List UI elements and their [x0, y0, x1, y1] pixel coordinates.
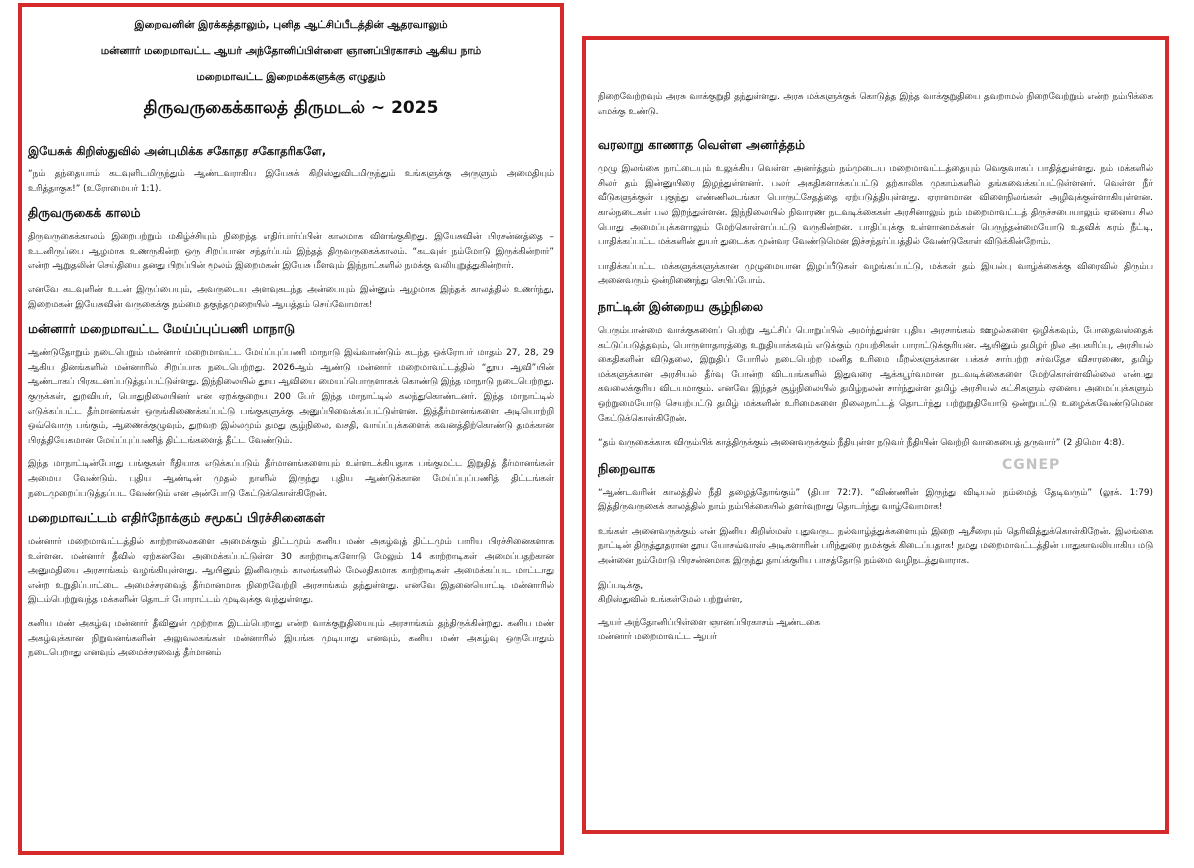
paragraph: இந்த மாநாட்டின்போது பங்குகள் ரீதியாக எடுக்கப்படும் தீர்மானங்களையும் உள்ளடக்கியதாக பங்குமட்ட இறுதித் தீர்மானங்கள் அமைய வேண்டும். புதிய ஆண்டின் முதல் நாளில் இருந்து புதிய ஆண்டுக்கான மேய்ப்புப்பணித் திட்டங்கள் நடைமுறைப்படுத்தப்பட வேண்டும் என அன்போடு கேட்டுக்கொள்கிறேன்.: [28, 459, 554, 499]
paragraph: பாதிக்கப்பட்ட மக்களுக்களுக்கான முழுமையான இழப்பீடுகள் வழங்கப்பட்டு, மக்கள் தம் இயல்பு வாழ்க்கைக்கு விரைவில் திரும்ப அனைவரும் ஒன்றிணைந்து செபிப்போம்.: [598, 261, 1153, 287]
paragraph: முழு இலங்கை நாட்டையும் உலுக்கிய வெள்ள அனர்த்தம் நம்முடைய மறைமாவட்டத்தையும் வெகுவாகப் பாதித்துள்ளது. நம் மக்களில் சிலர் தம் இன்னுயிரை இழந்துள்ளனர். பலர் அகதிகளாக்கப்பட்டு தற்காலிக முகாம்களில் தங்கவைக்கப்பட்டுள்ளனர். வெள்ள நீர் வீடுகளுக்குள் புகுந்து எண்ணிலடங்கா பொருட்சேதத்தை ஏற்படுத்தியுள்ளது. ஏராளமான விளைநிலங்கள் அழிவுக்குள்ளாகியுள்ளன. கால்நடைகள் பல இறந்துள்ளன. இந்நிலையில் நிவாரண நடவடிக்கைகள் அரசினாலும் நம் மறைமாவட்டத் திருச்சபையாலும் ஏனைய சில பொது அமைப்புக்களாலும் மேற்கொள்ளப்பட்டு வருகின்றன. பாதிப்புக்கு உள்ளானமக்கள் பெருந்தன்மையோடு உதவிக் கரம் நீட்டி, பாதிக்கப்பட்ட மக்களின் துயர் துடைக்க முன்வர வேண்டுமென இச்சந்தர்ப்பத்தில் வேண்டுகோள் விடுக்கின்றோம்.: [598, 164, 1153, 248]
closing-line: கிறிஸ்துவில் உங்கள்மேல் பற்றுள்ள,: [598, 595, 743, 606]
header-line-3: மறைமாவட்ட இறைமக்களுக்கு எழுதும்: [196, 71, 386, 83]
salutation: இயேசுக் கிறிஸ்துவில் அன்புமிக்க சகோதர சகோதரிகளே,: [28, 144, 327, 158]
paragraph: மன்னார் மறைமாவட்டத்தில் காற்றாலைகளை அமைக்கும் திட்டமும் கனிய மண் அகழ்வுத் திட்டமும் பாரிய பிரச்சினைகளாக உள்ளன. மன்னார் தீவில் ஏற்கனவே அமைக்கப்பட்டுள்ள 30 காற்றாடிகளோடு மேலும் 14 காற்றாடிகள் அமைப்பதற்கான அனுமதியை அரசாங்கம் வழங்கியுள்ளது. ஆயினும் இனிவரும் காலங்களில் மேலதிகமாக காற்றாடிகள் அமைக்கப்பட மாட்டாது என்ற உறுதிப்பாட்டை அமைச்சரவைத் தீர்மானமாக நிறைவேற்றி அரசாங்கம் தந்துள்ளது. எனவே இதனையொட்டி மன்னாரில் இடம்பெற்றுவந்த மக்களின் தொடர் போராட்டம் முடிவுக்கு வந்துள்ளது.: [28, 537, 554, 606]
paragraph: ஆண்டுதோறும் நடைபெறும் மன்னார் மறைமாவட்ட மேய்ப்புப்பணி மாநாடு இவ்வாண்டும் கடந்த ஒக்ரோபர் மாதம் 27, 28, 29 ஆகிய தினங்களில் மன்னாரில் சிறப்பாக நடைபெற்றது. 2026ஆம் ஆண்டு மன்னார் மறைமாவட்டத்தில் “தூய ஆவி”யின் ஆண்டாகப் பிரகடனப்படுத்தப்பட்டுள்ளது. இந்நிலையில் தூய ஆவியை மையப்பொருளாகக் கொண்டு இந்த மாநாடு நடைபெற்றது. குருக்கள், துறவியர், பொதுநிலையினர் என ஏறக்குறைய 200 பேர் இந்த மாநாட்டில் கலந்துகொண்டனர். இந்த மாநாட்டில் எடுக்கப்பட்ட தீர்மானங்கள் ஒருங்கிணைக்கப்பட்டு பங்குகளுக்கு அனுப்பிவைக்கப்பட்டுள்ளன. இத்தீர்மானங்களை அடியொற்றி ஒவ்வொரு பங்கும், ஆணைக்குழுவும், துறவற இல்லமும் தமது சூழ்நிலை, வசதி, வாய்ப்புக்களைக் கவனத்திற்கொண்டு தமக்கான பிரத்தியேகமான மேய்ப்புப்பணித் திட்டங்களைத் தீட்ட வேண்டும்.: [28, 348, 554, 446]
closing-line: இப்படிக்கு,: [598, 580, 644, 591]
section-heading-social-issues: மறைமாவட்டம் எதிர்நோக்கும் சமூகப் பிரச்சினைகள்: [28, 510, 325, 526]
paragraph: பெரும்பான்மை வாக்குகளைப் பெற்று ஆட்சிப் பொறுப்பில் அமர்ந்துள்ள புதிய அரசாங்கம் ஊழல்களை ஒழிக்கவும், போதைவஸ்தைக் கட்டுப்படுத்தவும், பொருளாதாரத்தை உறுதியாக்கவும் எடுக்கும் முயற்சிகள் பாராட்டுக்குரியன. ஆயினும் தமிழர் நில அபகரிப்பு, அரசியல் கைதிகளின் விடுதலை, இறுதிப் போரில் நடைபெற்ற மனித உரிமை மீறல்களுக்கான பக்கச் சார்பற்ற சர்வதேச விசாரணை, தமிழ் மக்களுக்கான அரசியல் தீர்வு போன்ற விடயங்களில் இதுவரை ஆக்கபூர்வமான நடவடிக்கைகளை மேற்கொள்ளவில்லை என்பது கவலைக்குரிய விடயமாகும். எனவே இந்தச் சூழ்நிலையில் தமிழ்நலன் சார்ந்துள்ள தமிழ் அரசியல் கட்சிகளும் ஏனைய அமைப்புக்களும் ஒற்றுமையோடு செயற்பட்டு தமிழ் மக்களின் உரிமைகளை நிலைநாட்டத் தொடர்ந்து பற்றுறுதியோடு ஒன்றுபட்டு உழைக்கவேண்டுமென கேட்டுக்கொள்கிறேன்.: [598, 325, 1153, 424]
paragraph: “தம் வருகைக்காக விரும்பிக் காத்திருக்கும் அனைவருக்கும் நீதியுள்ள நடுவர் நீதியின் வெற்றி வாகையைத் தருவார்” (2 திமொ 4:8).: [598, 438, 1125, 449]
paragraph: கனிய மண் அகழ்வு மன்னார் தீவினுள் முற்றாக இடம்பெறாது என்ற வாக்குறுதியையும் அரசாங்கம் தந்திருக்கின்றது. கனிய மண் அகழ்வுக்கான நிறுவனங்களின் அலுவலகங்கள் மன்னாரில் இயங்க முடியாது எனவும், கனிய மண் அகழ்வு ஒருபோதும் நடைபெறாது எனவும் அமைச்சரவைத் தீர்மானம்: [28, 619, 554, 659]
signer-title: மன்னார் மறைமாவட்ட ஆயர்: [598, 632, 717, 643]
letter-page-1: [18, 3, 564, 855]
section-heading-flood: வரலாறு காணாத வெள்ள அனர்த்தம்: [598, 137, 806, 153]
header-line-1: இறைவனின் இரக்கத்தாலும், புனித ஆட்சிப்பீடத்தின் ஆதரவாலும்: [134, 19, 448, 31]
letter-page-2: [582, 36, 1169, 834]
section-heading-national-situation: நாட்டின் இன்றைய சூழ்நிலை: [598, 298, 764, 314]
section-heading-advent: திருவருகைக் காலம்: [28, 205, 141, 221]
continuation-paragraph: நிறைவேற்றவும் அரசு வாக்குறுதி தந்துள்ளது. அரசு மக்களுக்குக் கொடுத்த இந்த வாக்குறுதியை தவறாமல் நிறைவேற்றும் என்ற நம்பிக்கை எமக்கு உண்டு.: [598, 92, 1153, 117]
paragraph: “ஆண்டவரின் காலத்தில் நீதி தழைத்தோங்கும்” (திபா 72:7). “விண்ணின் இருந்து விடியல் நம்மைத் தேடிவரும்” (லூக். 1:79) இத்திருவருகைக் காலத்தில் நாம் நம்பிக்கையில் தளர்வுறாது தொடர்ந்து வாழ்வோமாக!: [598, 487, 1153, 513]
section-heading-conclusion: நிறைவாக: [598, 460, 656, 476]
section-heading-pastoral-conference: மன்னார் மறைமாவட்ட மேய்ப்புப்பணி மாநாடு: [28, 321, 296, 337]
signature-block: [598, 579, 1153, 645]
paragraph: எனவே கடவுளின் உடன் இருப்பையும், அவருடைய அளவுகடந்த அன்பையும் இன்னும் ஆழமாக இந்தக் காலத்தில் உணர்ந்து, இறைமகன் இயேசுவின் வருகைக்கு நம்மை தகுந்தமுறையில் ஆயத்தம் செய்வோமாக!: [28, 284, 554, 310]
header-line-2: மன்னார் மறைமாவட்ட ஆயர் அந்தோனிப்பிள்ளை ஞானப்பிரகாசம் ஆகிய நாம்: [100, 45, 482, 57]
paragraph: உங்கள் அனைவருக்கும் என் இனிய கிறிஸ்மஸ் புதுவருட நல்வாழ்த்துக்களையும் இறை ஆசீரையும் தெரிவித்துக்கொள்கிறேன். இலங்கை நாட்டின் திருத்தூதரான தூய யோசவ்வாஸ் அடிகளாரின் பரிந்துரை நமக்குக் கிடைப்பதாக! நமது மறைமாவட்டத்தின் பாதுகாவலியாகிய மடு அன்னை நம்மோடு பிரசன்னமாக இருந்து தாய்க்குரிய பாசத்தோடு நம்மை வழிநடத்துவாராக.: [598, 526, 1153, 567]
watermark: CGNEP: [1002, 457, 1061, 473]
opening-quote: “நம் தந்தையாம் கடவுளிடமிருந்தும் ஆண்டவராகிய இயேசுக் கிறிஸ்துவிடமிருந்தும் உங்களுக்கு அருளும் அமைதியும் உரித்தாகுக!” (உரோமையர் 1:1).: [28, 169, 554, 194]
paragraph: திருவருகைக்காலம் இறைபற்றும் மகிழ்ச்சியும் நிறைந்த எதிர்பார்ப்பின் காலமாக விளங்குகிறது. இயேசுவின் பிரசன்னத்தை – உடனிருப்பை ஆழமாக உணருகின்ற ஒரு சிறப்பான சந்தர்ப்பம் இந்தத் திருவருகைக்காலம். “கடவுள் நம்மோடு இருக்கின்றார்” என்ற ஆறுதலின் செய்தியை தனது பிறப்பின் மூலம் இறைமகன் இயேசு மீளவும் இந்நாட்களில் நமக்கு வலியுறுத்துகின்றார்.: [28, 232, 554, 272]
letter-title: திருவருகைக்காலத் திருமடல் ~ 2025: [143, 98, 439, 118]
signer-name: ஆயர் அந்தோனிப்பிள்ளை ஞானப்பிரகாசம் ஆண்டகை: [598, 617, 821, 628]
